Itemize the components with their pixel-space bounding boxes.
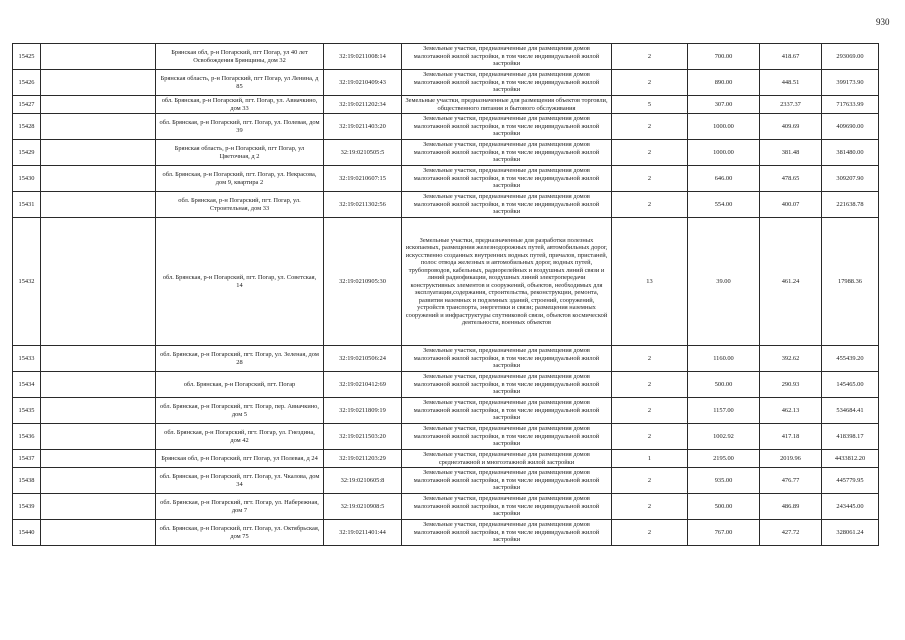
row-number-cell: 15439 — [13, 494, 41, 520]
table-row — [13, 372, 879, 398]
empty-cell — [41, 468, 156, 494]
area-cell: 500.00 — [688, 372, 760, 398]
rate-cell: 290.93 — [760, 372, 822, 398]
area-cell: 500.00 — [688, 494, 760, 520]
group-cell: 1 — [612, 450, 688, 468]
group-cell: 2 — [612, 398, 688, 424]
cadastral-value-cell: 409690.00 — [822, 114, 879, 140]
area-cell: 39.00 — [688, 218, 760, 346]
group-cell: 5 — [612, 96, 688, 114]
address-cell: Брянская область, р-н Погарский, пгт Погар, ул Ленина, д 85 — [156, 70, 324, 96]
area-cell: 935.00 — [688, 468, 760, 494]
cadastral-number-cell: 32:19:0211503:20 — [324, 424, 402, 450]
land-use-cell: Земельные участки, предназначенные для размещения домов малоэтажной жилой застройки, в том числе индивидуальной жилой застройки — [402, 70, 612, 96]
row-number-cell: 15440 — [13, 520, 41, 546]
area-cell: 307.00 — [688, 96, 760, 114]
row-number-cell: 15431 — [13, 192, 41, 218]
land-use-cell: Земельные участки, предназначенные для размещения домов малоэтажной жилой застройки, в том числе индивидуальной жилой застройки — [402, 424, 612, 450]
cadastral-value-cell: 455439.20 — [822, 346, 879, 372]
empty-cell — [41, 70, 156, 96]
address-cell: обл. Брянская, р-н Погарский, пгт. Погар, ул. Октябрьская, дом 75 — [156, 520, 324, 546]
table-row — [13, 494, 879, 520]
table-row — [13, 468, 879, 494]
table-row — [13, 70, 879, 96]
cadastral-value-cell: 717633.99 — [822, 96, 879, 114]
cadastral-value-cell: 381480.00 — [822, 140, 879, 166]
rate-cell: 486.89 — [760, 494, 822, 520]
group-cell: 2 — [612, 166, 688, 192]
empty-cell — [41, 346, 156, 372]
group-cell: 2 — [612, 372, 688, 398]
cadastral-number-cell: 32:19:0211302:56 — [324, 192, 402, 218]
cadastral-number-cell: 32:19:0211203:29 — [324, 450, 402, 468]
row-number-cell: 15436 — [13, 424, 41, 450]
cadastral-value-cell: 328061.24 — [822, 520, 879, 546]
empty-cell — [41, 140, 156, 166]
row-number-cell: 15438 — [13, 468, 41, 494]
area-cell: 1160.00 — [688, 346, 760, 372]
row-number-cell: 15428 — [13, 114, 41, 140]
land-use-cell: Земельные участки, предназначенные для размещения домов малоэтажной жилой застройки, в том числе индивидуальной жилой застройки — [402, 192, 612, 218]
row-number-cell: 15434 — [13, 372, 41, 398]
address-cell: обл. Брянская, р-н Погарский, пгт. Погар, ул. Гнездина, дом 42 — [156, 424, 324, 450]
row-number-cell: 15437 — [13, 450, 41, 468]
cadastral-value-cell: 293069.00 — [822, 44, 879, 70]
area-cell: 1000.00 — [688, 114, 760, 140]
empty-cell — [41, 520, 156, 546]
empty-cell — [41, 218, 156, 346]
group-cell: 2 — [612, 468, 688, 494]
cadastral-value-cell: 399173.90 — [822, 70, 879, 96]
empty-cell — [41, 494, 156, 520]
area-cell: 646.00 — [688, 166, 760, 192]
row-number-cell: 15429 — [13, 140, 41, 166]
land-use-cell: Земельные участки, предназначенные для размещения домов малоэтажной жилой застройки, в том числе индивидуальной жилой застройки — [402, 398, 612, 424]
cadastral-value-cell: 418398.17 — [822, 424, 879, 450]
cadastral-number-cell: 32:19:0210506:24 — [324, 346, 402, 372]
cadastral-number-cell: 32:19:0210607:15 — [324, 166, 402, 192]
address-cell: обл. Брянская, р-н Погарский, пгт. Погар — [156, 372, 324, 398]
group-cell: 2 — [612, 494, 688, 520]
cadastral-number-cell: 32:19:0211202:34 — [324, 96, 402, 114]
cadastral-value-table — [12, 43, 879, 546]
rate-cell: 476.77 — [760, 468, 822, 494]
address-cell: обл. Брянская, р-н Погарский, пгт. Погар, ул. Полевая, дом 39 — [156, 114, 324, 140]
area-cell: 767.00 — [688, 520, 760, 546]
empty-cell — [41, 44, 156, 70]
address-cell: Брянская обл, р-н Погарский, пгт Погар, ул 40 лет Освобождения Брянщины, дом 32 — [156, 44, 324, 70]
table-row — [13, 166, 879, 192]
rate-cell: 448.51 — [760, 70, 822, 96]
cadastral-number-cell: 32:19:0211008:14 — [324, 44, 402, 70]
row-number-cell: 15425 — [13, 44, 41, 70]
cadastral-number-cell: 32:19:0211401:44 — [324, 520, 402, 546]
land-use-cell: Земельные участки, предназначенные для размещения домов малоэтажной жилой застройки, в том числе индивидуальной жилой застройки — [402, 372, 612, 398]
table-row — [13, 218, 879, 346]
empty-cell — [41, 450, 156, 468]
land-use-cell: Земельные участки, предназначенные для разработки полезных ископаемых, размещения железнодорожных путей, автомобильных дорог, искусственно созданных внутренних водных путей, причалов, пристаней, полос отвода железных и автомобильных дорог, водных путей, трубопроводов, кабельных, радиорелейных и воздушных линий связи и линий радиофикации, воздушных линий электропередачи конструктивных элементов и сооружений, объектов, необходимых для эксплуатации,содержания, строительства, реконструкции, ремонта, развития наземных и подземных зданий, строений, сооружений, устройств транспорта, энергетики и связи; размещения наземных сооружений и инфраструктуры спутниковой связи, объектов космической деятельности, военных объектов — [402, 218, 612, 346]
rate-cell: 427.72 — [760, 520, 822, 546]
group-cell: 2 — [612, 70, 688, 96]
land-use-cell: Земельные участки, предназначенные для размещения домов малоэтажной жилой застройки, в том числе индивидуальной жилой застройки — [402, 346, 612, 372]
table-row — [13, 424, 879, 450]
row-number-cell: 15427 — [13, 96, 41, 114]
empty-cell — [41, 192, 156, 218]
area-cell: 700.00 — [688, 44, 760, 70]
empty-cell — [41, 424, 156, 450]
cadastral-number-cell: 32:19:0211403:20 — [324, 114, 402, 140]
cadastral-number-cell: 32:19:0210908:5 — [324, 494, 402, 520]
table-row — [13, 520, 879, 546]
group-cell: 2 — [612, 44, 688, 70]
cadastral-value-cell: 243445.00 — [822, 494, 879, 520]
land-use-cell: Земельные участки, предназначенные для размещения домов малоэтажной жилой застройки, в том числе индивидуальной жилой застройки — [402, 494, 612, 520]
row-number-cell: 15430 — [13, 166, 41, 192]
table-row — [13, 346, 879, 372]
table-body — [13, 44, 879, 546]
group-cell: 2 — [612, 346, 688, 372]
empty-cell — [41, 114, 156, 140]
group-cell: 2 — [612, 424, 688, 450]
address-cell: обл. Брянская, р-н Погарский, пгт. Погар, ул. Строительная, дом 33 — [156, 192, 324, 218]
empty-cell — [41, 372, 156, 398]
row-number-cell: 15432 — [13, 218, 41, 346]
group-cell: 2 — [612, 520, 688, 546]
address-cell: Брянская область, р-н Погарский, пгт Погар, ул Цветочная, д 2 — [156, 140, 324, 166]
cadastral-number-cell: 32:19:0211809:19 — [324, 398, 402, 424]
cadastral-number-cell: 32:19:0210605:8 — [324, 468, 402, 494]
group-cell: 2 — [612, 140, 688, 166]
area-cell: 890.00 — [688, 70, 760, 96]
table-row — [13, 140, 879, 166]
address-cell: обл. Брянская, р-н Погарский, пгт. Погар, ул. Советская, 14 — [156, 218, 324, 346]
cadastral-value-cell: 534684.41 — [822, 398, 879, 424]
table-row — [13, 44, 879, 70]
cadastral-value-cell: 309207.90 — [822, 166, 879, 192]
cadastral-value-cell: 17988.36 — [822, 218, 879, 346]
row-number-cell: 15435 — [13, 398, 41, 424]
land-use-cell: Земельные участки, предназначенные для размещения объектов торговли, общественного питания и бытового обслуживания — [402, 96, 612, 114]
area-cell: 1157.00 — [688, 398, 760, 424]
land-use-cell: Земельные участки, предназначенные для размещения домов малоэтажной жилой застройки, в том числе индивидуальной жилой застройки — [402, 140, 612, 166]
land-use-cell: Земельные участки, предназначенные для размещения домов малоэтажной жилой застройки, в том числе индивидуальной жилой застройки — [402, 114, 612, 140]
rate-cell: 461.24 — [760, 218, 822, 346]
rate-cell: 478.65 — [760, 166, 822, 192]
land-use-cell: Земельные участки, предназначенные для размещения домов малоэтажной жилой застройки, в том числе индивидуальной жилой застройки — [402, 520, 612, 546]
address-cell: обл. Брянская, р-н Погарский, пгт. Погар, ул. Набережная, дом 7 — [156, 494, 324, 520]
table-row — [13, 192, 879, 218]
cadastral-number-cell: 32:19:0210505:5 — [324, 140, 402, 166]
cadastral-number-cell: 32:19:0210409:43 — [324, 70, 402, 96]
rate-cell: 417.18 — [760, 424, 822, 450]
page-number: 930 — [876, 17, 890, 27]
cadastral-value-cell: 221638.78 — [822, 192, 879, 218]
address-cell: Брянская обл, р-н Погарский, пгт Погар, ул Полевая, д 24 — [156, 450, 324, 468]
table-row — [13, 450, 879, 468]
empty-cell — [41, 166, 156, 192]
empty-cell — [41, 96, 156, 114]
land-use-cell: Земельные участки, предназначенные для размещения домов малоэтажной жилой застройки, в том числе индивидуальной жилой застройки — [402, 44, 612, 70]
land-use-cell: Земельные участки, предназначенные для размещения домов малоэтажной жилой застройки, в том числе индивидуальной жилой застройки — [402, 166, 612, 192]
rate-cell: 400.07 — [760, 192, 822, 218]
rate-cell: 409.69 — [760, 114, 822, 140]
address-cell: обл. Брянская, р-н Погарский, пгт. Погар, ул. Некрасова, дом 9, квартира 2 — [156, 166, 324, 192]
cadastral-value-cell: 4433812.20 — [822, 450, 879, 468]
group-cell: 13 — [612, 218, 688, 346]
group-cell: 2 — [612, 192, 688, 218]
cadastral-number-cell: 32:19:0210412:69 — [324, 372, 402, 398]
area-cell: 554.00 — [688, 192, 760, 218]
table-row — [13, 114, 879, 140]
row-number-cell: 15426 — [13, 70, 41, 96]
address-cell: обл. Брянская, р-н Погарский, пгт. Погар, пер. Авиачкино, дом 5 — [156, 398, 324, 424]
address-cell: обл. Брянская, р-н Погарский, пгт. Погар, ул. Авиачкино, дом 33 — [156, 96, 324, 114]
table-row — [13, 96, 879, 114]
cadastral-value-cell: 145465.00 — [822, 372, 879, 398]
land-use-cell: Земельные участки, предназначенные для размещения домов среднеэтажной и многоэтажной жилой застройки — [402, 450, 612, 468]
table-row — [13, 398, 879, 424]
rate-cell: 462.13 — [760, 398, 822, 424]
rate-cell: 2019.96 — [760, 450, 822, 468]
address-cell: обл. Брянская, р-н Погарский, пгт. Погар, ул. Зеленая, дом 28 — [156, 346, 324, 372]
area-cell: 1000.00 — [688, 140, 760, 166]
cadastral-value-cell: 445779.95 — [822, 468, 879, 494]
area-cell: 2195.00 — [688, 450, 760, 468]
rate-cell: 381.48 — [760, 140, 822, 166]
land-use-cell: Земельные участки, предназначенные для размещения домов малоэтажной жилой застройки, в том числе индивидуальной жилой застройки — [402, 468, 612, 494]
address-cell: обл. Брянская, р-н Погарский, пгт. Погар, ул. Чкалова, дом 34 — [156, 468, 324, 494]
rate-cell: 418.67 — [760, 44, 822, 70]
empty-cell — [41, 398, 156, 424]
cadastral-number-cell: 32:19:0210905:30 — [324, 218, 402, 346]
rate-cell: 392.62 — [760, 346, 822, 372]
area-cell: 1002.92 — [688, 424, 760, 450]
row-number-cell: 15433 — [13, 346, 41, 372]
rate-cell: 2337.37 — [760, 96, 822, 114]
group-cell: 2 — [612, 114, 688, 140]
